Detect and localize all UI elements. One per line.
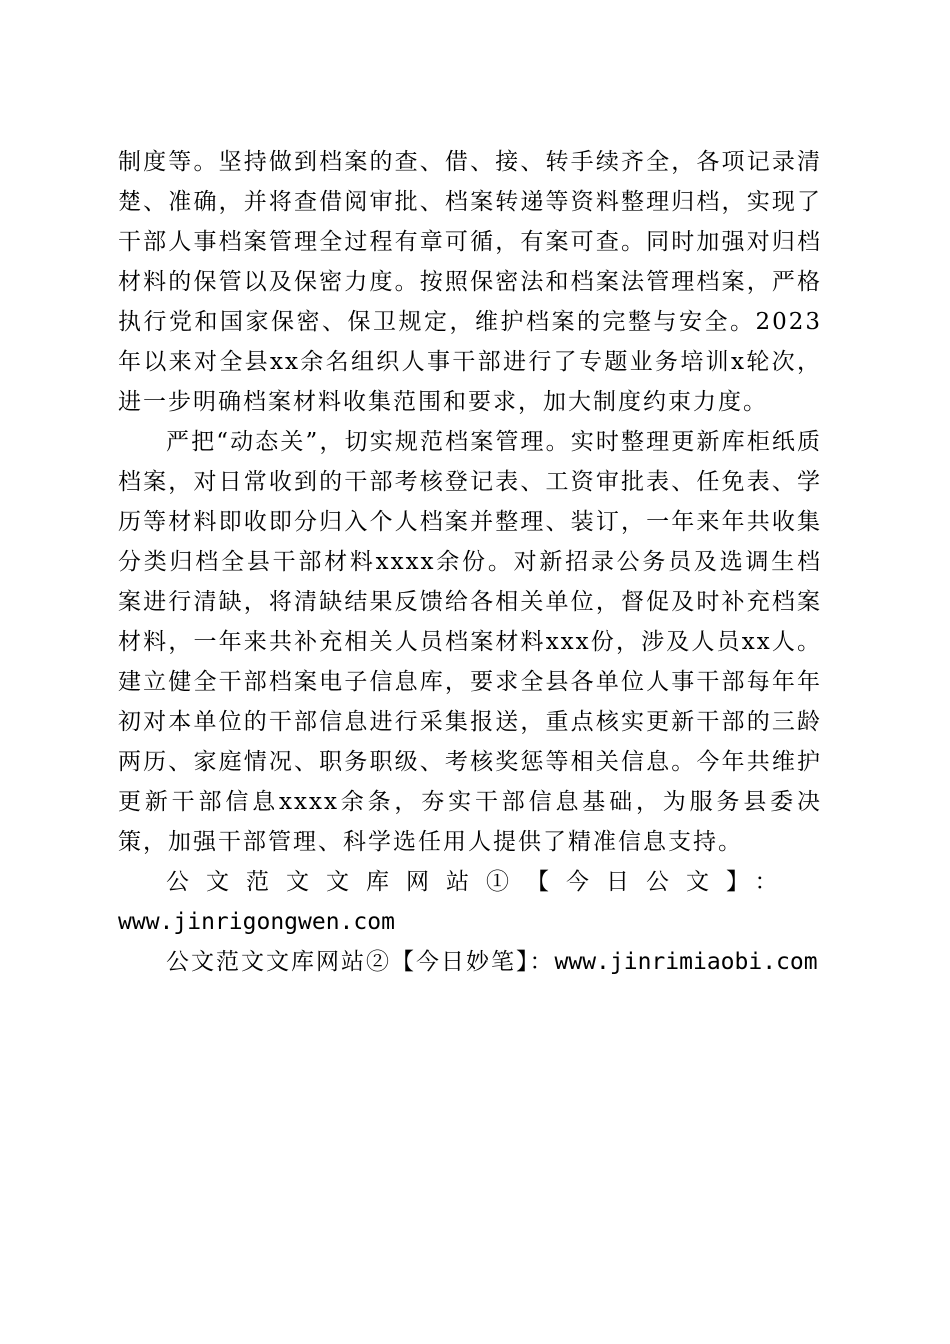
footer-site-1-url[interactable]: www.jinrigongwen.com [118,909,395,935]
footer-site-2-url[interactable]: www.jinrimiaobi.com [554,949,818,975]
paragraph-archive-system: 制度等。坚持做到档案的查、借、接、转手续齐全，各项记录清楚、准确，并将查借阅审批、档案转递等资料整理归档，实现了干部人事档案管理全过程有章可循，有案可查。同时加强对归档材料的保管以及保密力度。按照保密法和档案法管理档案，严格执行党和国家保密、保卫规定，维护档案的完整与安全。2023年以来对全县xx余名组织人事干部进行了专题业务培训x轮次，进一步明确档案材料收集范围和要求，加大制度约束力度。 [118,149,822,415]
document-page [118,142,822,982]
footer-site-1-label: 公文范文文库网站①【今日公文】： [166,869,795,895]
footer-site-2 [118,942,822,982]
footer-site-2-label: 公文范文文库网站②【今日妙笔】： [166,949,555,975]
paragraph-dynamic-management: 严把“动态关”，切实规范档案管理。实时整理更新库柜纸质档案，对日常收到的干部考核登记表、工资审批表、任免表、学历等材料即收即分归入个人档案并整理、装订，一年来年共收集分类归档全县干部材料xxxx余份。对新招录公务员及选调生档案进行清缺，将清缺结果反馈给各相关单位，督促及时补充档案材料，一年来共补充相关人员档案材料xxx份，涉及人员xx人。建立健全干部档案电子信息库，要求全县各单位人事干部每年年初对本单位的干部信息进行采集报送，重点核实更新干部的三龄两历、家庭情况、职务职级、考核奖惩等相关信息。今年共维护更新干部信息xxxx余条，夯实干部信息基础，为服务县委决策，加强干部管理、科学选任用人提供了精准信息支持。 [118,429,822,855]
footer-site-1 [118,862,822,942]
